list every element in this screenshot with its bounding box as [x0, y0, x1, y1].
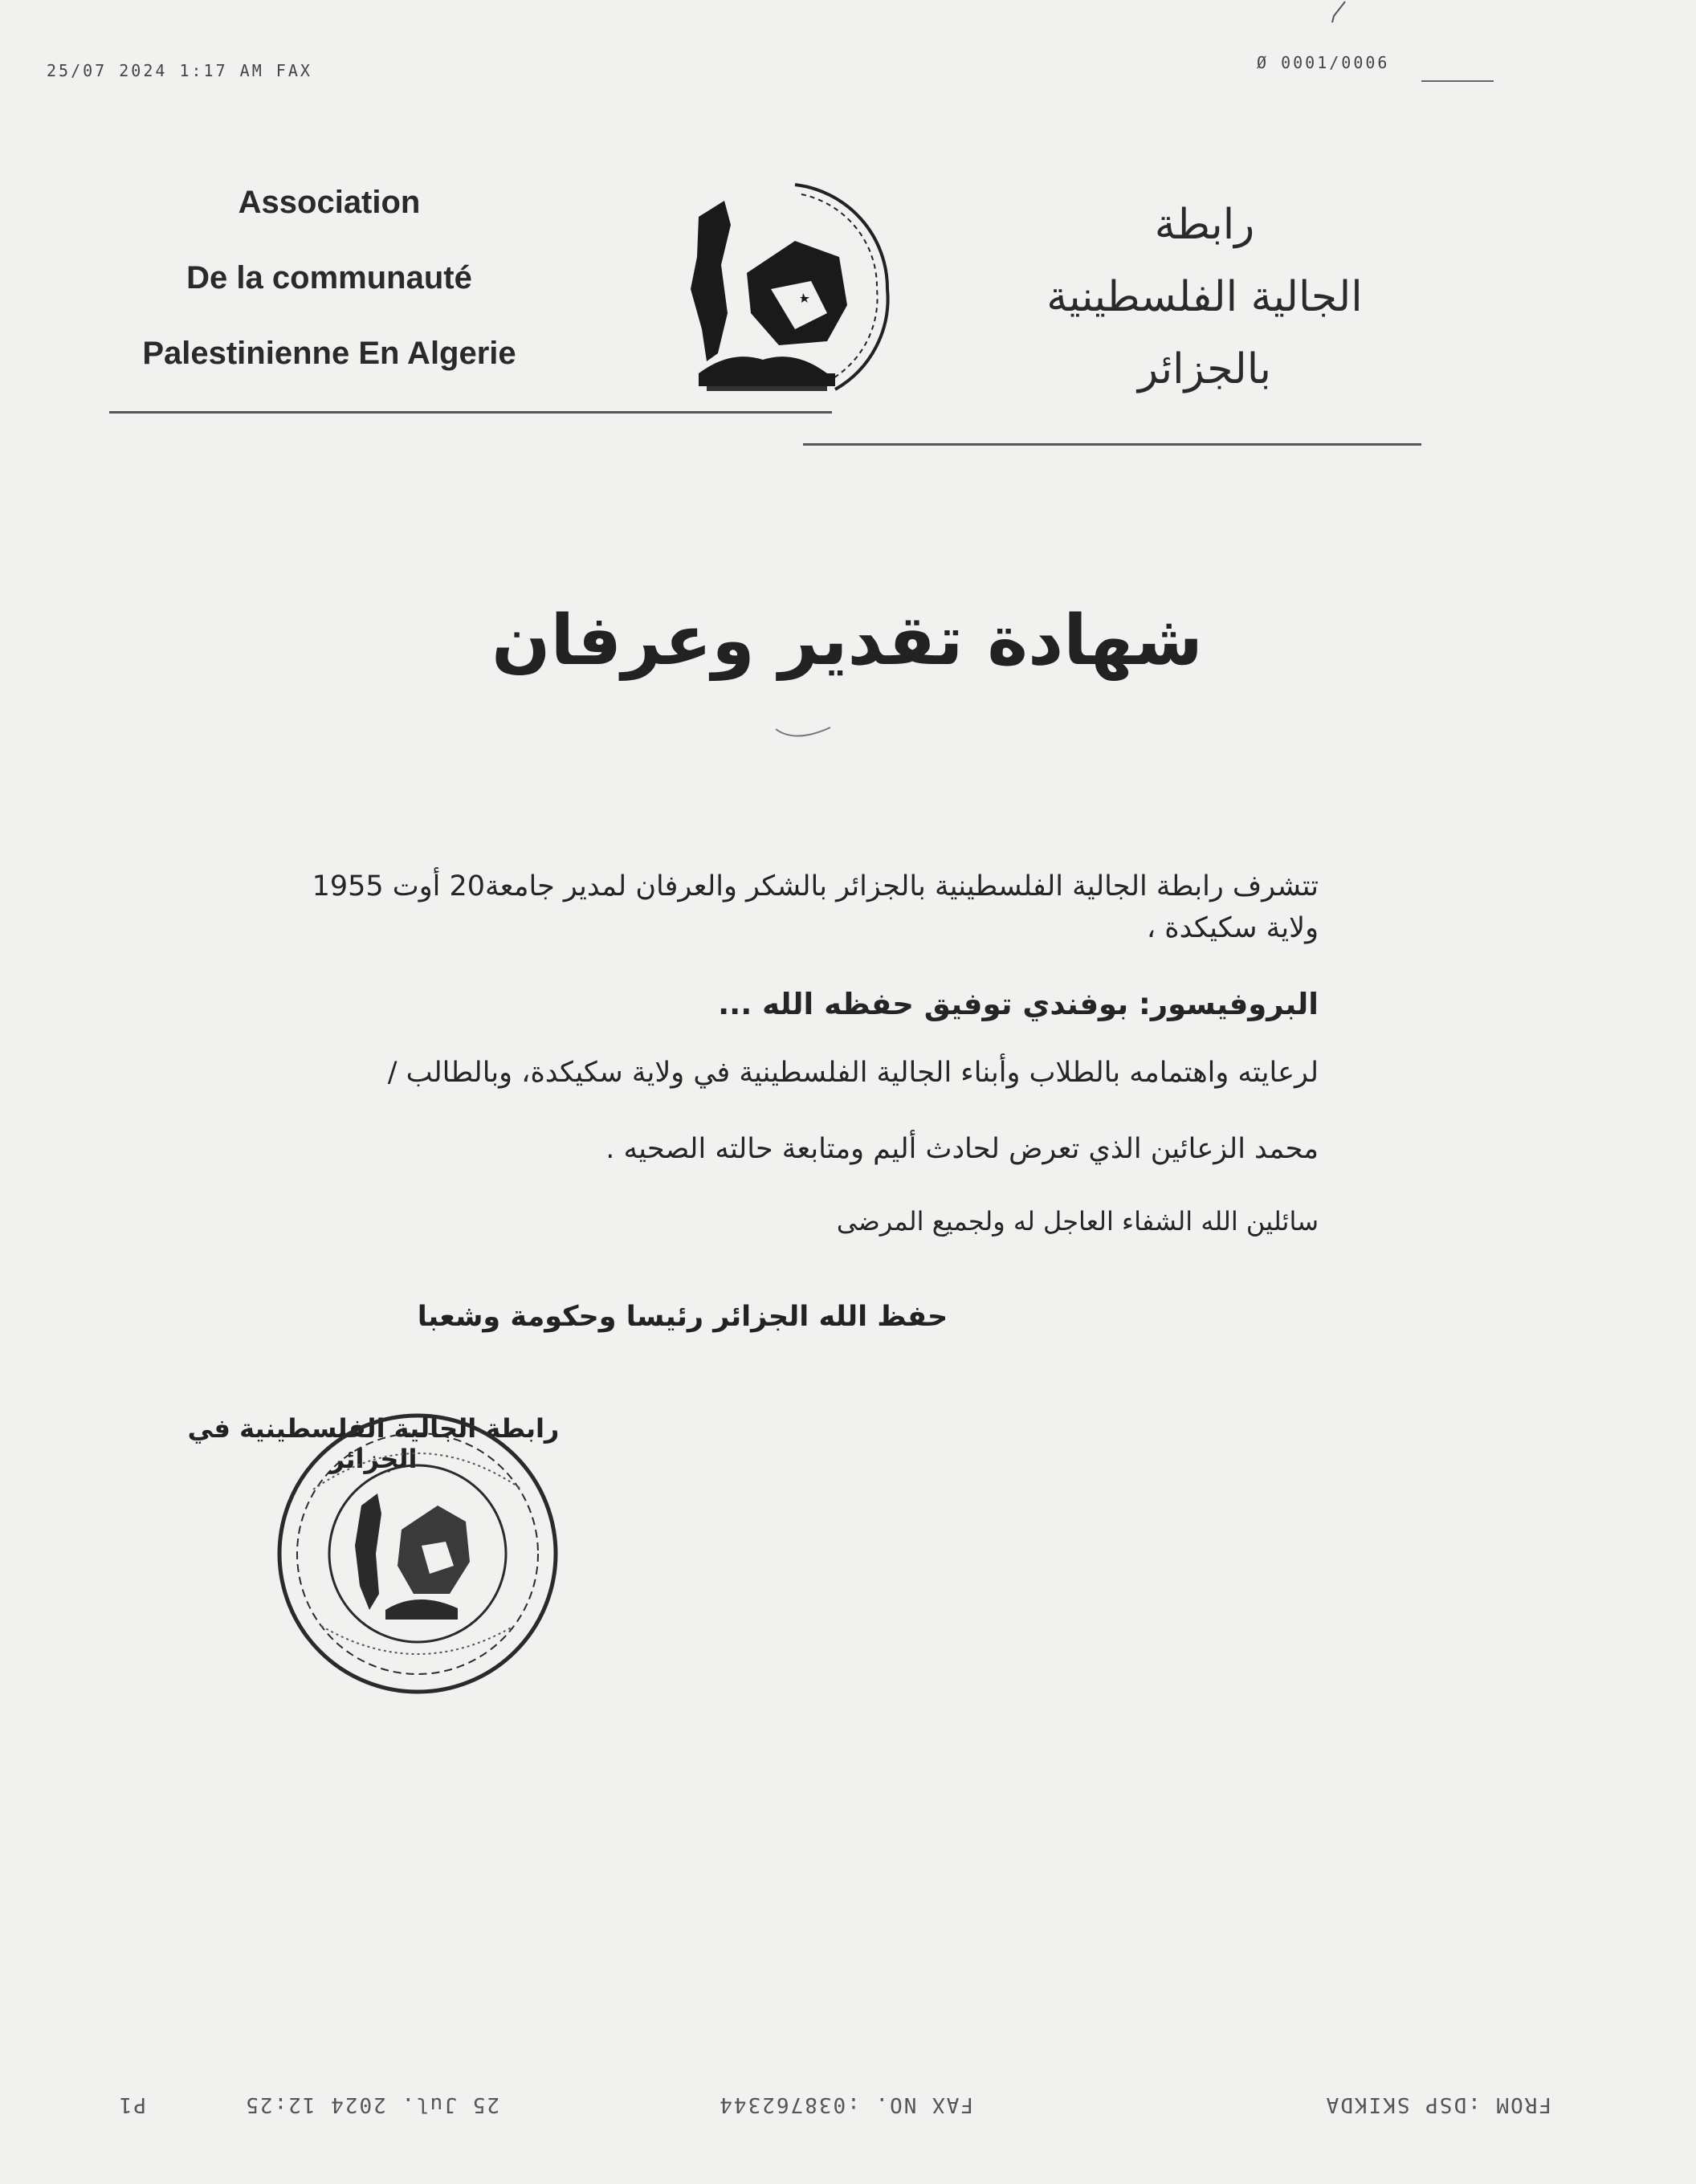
association-logo-icon — [675, 169, 907, 410]
header-divider-left — [109, 411, 832, 414]
fax-footer-number: FAX NO. :038762344 — [718, 2092, 973, 2117]
fax-header-line: 25/07 2024 1:17 AM FAX — [47, 61, 312, 80]
small-mark — [771, 723, 835, 747]
fax-footer — [0, 2076, 1696, 2117]
fax-footer-from: FROM :DSP SKIKDA — [1324, 2092, 1551, 2117]
fax-footer-date: 25 Jul. 2024 12:25 — [244, 2092, 499, 2117]
header-divider-right — [803, 443, 1421, 446]
body-line-2: ولاية سكيكدة ، — [1146, 912, 1319, 944]
org-fr-line-3: Palestinienne En Algerie — [142, 336, 516, 371]
org-fr-line-2: De la communauté — [186, 260, 472, 295]
org-ar-line-1: رابطة — [1154, 201, 1255, 249]
body-line-1: تتشرف رابطة الجالية الفلسطينية بالجزائر بالشكر والعرفان لمدير جامعة20 أوت 1955 — [312, 870, 1319, 903]
certificate-title: شهادة تقدير وعرفان — [491, 601, 1203, 681]
recipient-line: البروفيسور: بوفندي توفيق حفظه الله ... — [718, 987, 1319, 1021]
fax-page-underline — [1421, 80, 1494, 82]
body-line-6: سائلين الله الشفاء العاجل له ولجميع المرضى — [836, 1206, 1319, 1237]
org-ar-line-2: الجالية الفلسطينية — [1046, 273, 1363, 321]
org-name-arabic — [1012, 193, 1397, 410]
fax-footer-page: P1 — [117, 2092, 146, 2117]
org-ar-line-3: بالجزائر — [1137, 345, 1272, 393]
body-paragraph-1 — [194, 866, 1319, 949]
org-name-french — [104, 178, 554, 405]
closing-line: حفظ الله الجزائر رئيسا وحكومة وشعبا — [417, 1301, 948, 1333]
signature-label: رابطة الجالية الفلسطينية في الجزائر — [187, 1413, 560, 1474]
org-fr-line-1: Association — [238, 185, 421, 220]
official-stamp-icon — [265, 1401, 570, 1698]
pen-mark — [1329, 0, 1348, 24]
body-line-4: لرعايته واهتمامه بالطلاب وأبناء الجالية الفلسطينية في ولاية سكيكدة، وبالطالب / — [387, 1057, 1319, 1089]
fax-page-marker: Ø 0001/0006 — [1257, 53, 1390, 72]
body-line-5: محمد الزعائين الذي تعرض لحادث أليم ومتابعة حالته الصحيه . — [605, 1133, 1319, 1165]
